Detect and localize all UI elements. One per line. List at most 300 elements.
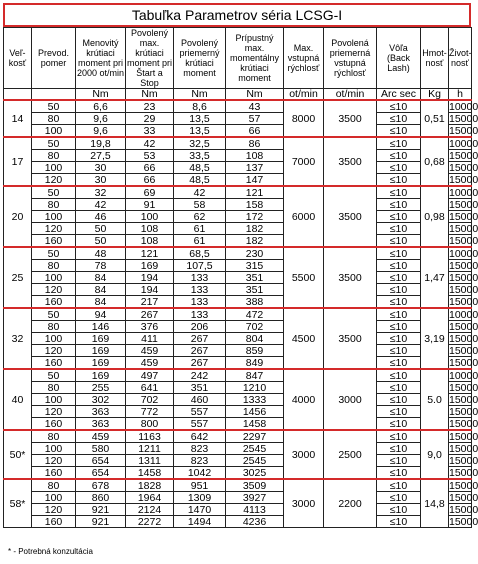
average-torque-cell: 48,5 xyxy=(174,174,226,187)
column-header: Veľ-kosť xyxy=(4,28,32,89)
size-cell: 17 xyxy=(4,137,32,186)
size-cell: 20 xyxy=(4,186,32,247)
backlash-cell: ≤10 xyxy=(377,357,421,370)
momentary-torque-cell: 702 xyxy=(226,321,284,333)
lifetime-cell: 15000 xyxy=(449,283,478,296)
momentary-torque-cell: 388 xyxy=(226,296,284,309)
ratio-cell: 100 xyxy=(32,125,76,138)
average-torque-cell: 62 xyxy=(174,211,226,223)
momentary-torque-cell: 847 xyxy=(226,369,284,382)
table-row xyxy=(4,296,472,309)
column-header: Max. vstupná rýchlosť xyxy=(284,28,324,89)
momentary-torque-cell: 315 xyxy=(226,260,284,272)
size-group xyxy=(4,479,478,528)
start-stop-torque-cell: 376 xyxy=(126,321,174,333)
momentary-torque-cell: 3509 xyxy=(226,479,284,492)
average-torque-cell: 48,5 xyxy=(174,162,226,174)
average-speed-cell: 3000 xyxy=(324,369,377,430)
rated-torque-cell: 19,8 xyxy=(76,137,126,150)
start-stop-torque-cell: 1458 xyxy=(126,467,174,480)
lifetime-cell: 10000 xyxy=(449,369,478,382)
momentary-torque-cell: 1333 xyxy=(226,394,284,406)
backlash-cell: ≤10 xyxy=(377,382,421,394)
column-header: Život-nosť xyxy=(449,28,472,89)
backlash-cell: ≤10 xyxy=(377,260,421,272)
lifetime-cell: 15000 xyxy=(449,161,478,174)
lifetime-cell: 15000 xyxy=(449,210,478,223)
momentary-torque-cell: 66 xyxy=(226,125,284,138)
start-stop-torque-cell: 1163 xyxy=(126,430,174,443)
ratio-cell: 50 xyxy=(32,247,76,260)
unit-cell xyxy=(4,89,32,101)
ratio-cell: 120 xyxy=(32,504,76,516)
header-row xyxy=(4,28,472,89)
table-row xyxy=(4,357,472,370)
start-stop-torque-cell: 800 xyxy=(126,418,174,431)
average-torque-cell: 557 xyxy=(174,418,226,431)
size-cell: 50* xyxy=(4,430,32,479)
lifetime-cell: 15000 xyxy=(449,381,478,394)
footnote: * - Potrebná konzultácia xyxy=(8,547,93,556)
table-row xyxy=(4,504,472,516)
column-header: Vôľa (Back Lash) xyxy=(377,28,421,89)
lifetime-cell: 15000 xyxy=(449,173,478,186)
backlash-cell: ≤10 xyxy=(377,430,421,443)
rated-torque-cell: 9,6 xyxy=(76,125,126,138)
momentary-torque-cell: 4236 xyxy=(226,516,284,528)
lifetime-cell: 15000 xyxy=(449,198,478,211)
start-stop-torque-cell: 66 xyxy=(126,174,174,187)
ratio-cell: 160 xyxy=(32,357,76,370)
table-row xyxy=(4,321,472,333)
weight-cell: 0,98 xyxy=(421,186,449,247)
momentary-torque-cell: 351 xyxy=(226,272,284,284)
table-title: Tabuľka Parametrov séria LCSG-I xyxy=(3,3,471,27)
backlash-cell: ≤10 xyxy=(377,369,421,382)
rated-torque-cell: 30 xyxy=(76,174,126,187)
average-speed-cell: 2500 xyxy=(324,430,377,479)
ratio-cell: 50 xyxy=(32,369,76,382)
average-speed-cell: 3500 xyxy=(324,308,377,369)
max-speed-cell: 3000 xyxy=(284,479,324,528)
ratio-cell: 120 xyxy=(32,223,76,235)
backlash-cell: ≤10 xyxy=(377,284,421,296)
ratio-cell: 80 xyxy=(32,479,76,492)
average-torque-cell: 1470 xyxy=(174,504,226,516)
unit-cell: Nm xyxy=(126,89,174,101)
start-stop-torque-cell: 121 xyxy=(126,247,174,260)
size-cell: 25 xyxy=(4,247,32,308)
size-group xyxy=(4,247,478,308)
average-torque-cell: 61 xyxy=(174,235,226,248)
start-stop-torque-cell: 497 xyxy=(126,369,174,382)
average-torque-cell: 133 xyxy=(174,284,226,296)
average-torque-cell: 823 xyxy=(174,443,226,455)
size-cell: 14 xyxy=(4,100,32,137)
average-speed-cell: 2200 xyxy=(324,479,377,528)
unit-cell: Nm xyxy=(174,89,226,101)
table-row xyxy=(4,235,472,248)
rated-torque-cell: 459 xyxy=(76,430,126,443)
start-stop-torque-cell: 641 xyxy=(126,382,174,394)
ratio-cell: 120 xyxy=(32,174,76,187)
start-stop-torque-cell: 459 xyxy=(126,345,174,357)
column-header: Povolený priemerný krútiaci moment xyxy=(174,28,226,89)
start-stop-torque-cell: 267 xyxy=(126,308,174,321)
max-speed-cell: 6000 xyxy=(284,186,324,247)
average-torque-cell: 33,5 xyxy=(174,150,226,162)
rated-torque-cell: 169 xyxy=(76,345,126,357)
unit-cell xyxy=(32,89,76,101)
start-stop-torque-cell: 69 xyxy=(126,186,174,199)
ratio-cell: 120 xyxy=(32,345,76,357)
table-row xyxy=(4,394,472,406)
momentary-torque-cell: 351 xyxy=(226,284,284,296)
unit-cell: ot/min xyxy=(324,89,377,101)
table-row xyxy=(4,467,472,480)
start-stop-torque-cell: 66 xyxy=(126,162,174,174)
start-stop-torque-cell: 2272 xyxy=(126,516,174,528)
rated-torque-cell: 9,6 xyxy=(76,113,126,125)
average-torque-cell: 42 xyxy=(174,186,226,199)
ratio-cell: 80 xyxy=(32,430,76,443)
momentary-torque-cell: 230 xyxy=(226,247,284,260)
lifetime-cell: 15000 xyxy=(449,259,478,272)
table-row xyxy=(4,479,472,492)
momentary-torque-cell: 86 xyxy=(226,137,284,150)
average-torque-cell: 133 xyxy=(174,308,226,321)
backlash-cell: ≤10 xyxy=(377,467,421,480)
momentary-torque-cell: 3927 xyxy=(226,492,284,504)
momentary-torque-cell: 147 xyxy=(226,174,284,187)
column-header: Povolený max. krútiaci moment pri Štart a Stop xyxy=(126,28,172,88)
rated-torque-cell: 654 xyxy=(76,467,126,480)
average-torque-cell: 557 xyxy=(174,406,226,418)
start-stop-torque-cell: 33 xyxy=(126,125,174,138)
momentary-torque-cell: 57 xyxy=(226,113,284,125)
average-torque-cell: 642 xyxy=(174,430,226,443)
table-row xyxy=(4,162,472,174)
backlash-cell: ≤10 xyxy=(377,150,421,162)
table-row xyxy=(4,382,472,394)
ratio-cell: 80 xyxy=(32,260,76,272)
lifetime-cell: 15000 xyxy=(449,491,478,504)
backlash-cell: ≤10 xyxy=(377,479,421,492)
rated-torque-cell: 84 xyxy=(76,284,126,296)
average-torque-cell: 206 xyxy=(174,321,226,333)
rated-torque-cell: 302 xyxy=(76,394,126,406)
average-torque-cell: 460 xyxy=(174,394,226,406)
backlash-cell: ≤10 xyxy=(377,296,421,309)
average-torque-cell: 1042 xyxy=(174,467,226,480)
start-stop-torque-cell: 53 xyxy=(126,150,174,162)
start-stop-torque-cell: 91 xyxy=(126,199,174,211)
momentary-torque-cell: 158 xyxy=(226,199,284,211)
lifetime-cell: 15000 xyxy=(449,503,478,516)
backlash-cell: ≤10 xyxy=(377,272,421,284)
lifetime-cell: 10000 xyxy=(449,308,478,321)
backlash-cell: ≤10 xyxy=(377,137,421,150)
start-stop-torque-cell: 411 xyxy=(126,333,174,345)
start-stop-torque-cell: 108 xyxy=(126,235,174,248)
ratio-cell: 160 xyxy=(32,296,76,309)
momentary-torque-cell: 859 xyxy=(226,345,284,357)
rated-torque-cell: 255 xyxy=(76,382,126,394)
average-torque-cell: 107,5 xyxy=(174,260,226,272)
table-row xyxy=(4,211,472,223)
size-cell: 40 xyxy=(4,369,32,430)
momentary-torque-cell: 172 xyxy=(226,211,284,223)
column-header: Prípustný max. momentálny krútiaci moment xyxy=(226,28,284,89)
max-speed-cell: 4500 xyxy=(284,308,324,369)
table-row xyxy=(4,369,472,382)
ratio-cell: 120 xyxy=(32,406,76,418)
rated-torque-cell: 921 xyxy=(76,504,126,516)
rated-torque-cell: 363 xyxy=(76,406,126,418)
backlash-cell: ≤10 xyxy=(377,516,421,528)
weight-cell: 14,8 xyxy=(421,479,449,528)
size-group xyxy=(4,100,478,137)
rated-torque-cell: 169 xyxy=(76,369,126,382)
size-group xyxy=(4,308,478,369)
lifetime-cell: 15000 xyxy=(449,466,478,479)
backlash-cell: ≤10 xyxy=(377,125,421,138)
lifetime-cell: 15000 xyxy=(449,454,478,467)
rated-torque-cell: 42 xyxy=(76,199,126,211)
ratio-cell: 100 xyxy=(32,272,76,284)
backlash-cell: ≤10 xyxy=(377,394,421,406)
table-row xyxy=(4,260,472,272)
rated-torque-cell: 169 xyxy=(76,333,126,345)
ratio-cell: 50 xyxy=(32,308,76,321)
start-stop-torque-cell: 772 xyxy=(126,406,174,418)
ratio-cell: 80 xyxy=(32,113,76,125)
rated-torque-cell: 46 xyxy=(76,211,126,223)
size-group xyxy=(4,369,478,430)
table-row xyxy=(4,284,472,296)
momentary-torque-cell: 182 xyxy=(226,223,284,235)
start-stop-torque-cell: 29 xyxy=(126,113,174,125)
table-row xyxy=(4,443,472,455)
max-speed-cell: 4000 xyxy=(284,369,324,430)
weight-cell: 0,51 xyxy=(421,100,449,137)
rated-torque-cell: 363 xyxy=(76,418,126,431)
momentary-torque-cell: 121 xyxy=(226,186,284,199)
backlash-cell: ≤10 xyxy=(377,308,421,321)
average-torque-cell: 133 xyxy=(174,272,226,284)
lifetime-cell: 15000 xyxy=(449,479,478,492)
rated-torque-cell: 146 xyxy=(76,321,126,333)
column-header: Hmot-nosť xyxy=(421,28,449,89)
column-header: Menovitý krútiaci moment pri 2000 ot/min xyxy=(76,28,126,89)
lifetime-cell: 15000 xyxy=(449,356,478,369)
momentary-torque-cell: 849 xyxy=(226,357,284,370)
lifetime-cell: 15000 xyxy=(449,332,478,345)
ratio-cell: 80 xyxy=(32,150,76,162)
start-stop-torque-cell: 194 xyxy=(126,284,174,296)
start-stop-torque-cell: 23 xyxy=(126,100,174,113)
lifetime-cell: 15000 xyxy=(449,112,478,125)
unit-cell: h xyxy=(449,89,472,101)
lifetime-cell: 10000 xyxy=(449,137,478,150)
rated-torque-cell: 169 xyxy=(76,357,126,370)
table-row xyxy=(4,333,472,345)
rated-torque-cell: 30 xyxy=(76,162,126,174)
average-torque-cell: 951 xyxy=(174,479,226,492)
table-row xyxy=(4,516,472,528)
rated-torque-cell: 654 xyxy=(76,455,126,467)
unit-cell: Nm xyxy=(226,89,284,101)
lifetime-cell: 15000 xyxy=(449,271,478,284)
lifetime-cell: 10000 xyxy=(449,247,478,260)
start-stop-torque-cell: 100 xyxy=(126,211,174,223)
backlash-cell: ≤10 xyxy=(377,418,421,431)
ratio-cell: 80 xyxy=(32,382,76,394)
backlash-cell: ≤10 xyxy=(377,492,421,504)
average-speed-cell: 3500 xyxy=(324,100,377,137)
rated-torque-cell: 84 xyxy=(76,296,126,309)
ratio-cell: 100 xyxy=(32,162,76,174)
size-group xyxy=(4,430,478,479)
rated-torque-cell: 27,5 xyxy=(76,150,126,162)
size-group xyxy=(4,137,478,186)
ratio-cell: 100 xyxy=(32,443,76,455)
start-stop-torque-cell: 2124 xyxy=(126,504,174,516)
momentary-torque-cell: 2545 xyxy=(226,455,284,467)
start-stop-torque-cell: 1211 xyxy=(126,443,174,455)
weight-cell: 1,47 xyxy=(421,247,449,308)
backlash-cell: ≤10 xyxy=(377,247,421,260)
lifetime-cell: 15000 xyxy=(449,515,478,528)
average-torque-cell: 823 xyxy=(174,455,226,467)
table-row xyxy=(4,223,472,235)
average-torque-cell: 1494 xyxy=(174,516,226,528)
ratio-cell: 50 xyxy=(32,100,76,113)
backlash-cell: ≤10 xyxy=(377,406,421,418)
average-torque-cell: 13,5 xyxy=(174,113,226,125)
weight-cell: 9,0 xyxy=(421,430,449,479)
average-torque-cell: 8,6 xyxy=(174,100,226,113)
max-speed-cell: 8000 xyxy=(284,100,324,137)
max-speed-cell: 3000 xyxy=(284,430,324,479)
backlash-cell: ≤10 xyxy=(377,321,421,333)
unit-cell: Kg xyxy=(421,89,449,101)
average-torque-cell: 1309 xyxy=(174,492,226,504)
average-speed-cell: 3500 xyxy=(324,247,377,308)
ratio-cell: 100 xyxy=(32,333,76,345)
unit-cell: Arc sec xyxy=(377,89,421,101)
rated-torque-cell: 94 xyxy=(76,308,126,321)
start-stop-torque-cell: 42 xyxy=(126,137,174,150)
table-row xyxy=(4,430,472,443)
parameters-table xyxy=(3,27,478,528)
rated-torque-cell: 48 xyxy=(76,247,126,260)
backlash-cell: ≤10 xyxy=(377,199,421,211)
backlash-cell: ≤10 xyxy=(377,235,421,248)
unit-cell: ot/min xyxy=(284,89,324,101)
average-torque-cell: 267 xyxy=(174,333,226,345)
start-stop-torque-cell: 194 xyxy=(126,272,174,284)
units-row xyxy=(4,89,472,101)
weight-cell: 0,68 xyxy=(421,137,449,186)
lifetime-cell: 15000 xyxy=(449,234,478,247)
ratio-cell: 50 xyxy=(32,186,76,199)
rated-torque-cell: 580 xyxy=(76,443,126,455)
ratio-cell: 120 xyxy=(32,455,76,467)
momentary-torque-cell: 43 xyxy=(226,100,284,113)
ratio-cell: 100 xyxy=(32,211,76,223)
backlash-cell: ≤10 xyxy=(377,333,421,345)
column-header: Povolená priemerná vstupná rýchlosť xyxy=(324,28,377,89)
backlash-cell: ≤10 xyxy=(377,162,421,174)
ratio-cell: 160 xyxy=(32,516,76,528)
average-torque-cell: 58 xyxy=(174,199,226,211)
backlash-cell: ≤10 xyxy=(377,345,421,357)
ratio-cell: 160 xyxy=(32,418,76,431)
table-row xyxy=(4,272,472,284)
ratio-cell: 160 xyxy=(32,467,76,480)
lifetime-cell: 10000 xyxy=(449,100,478,113)
max-speed-cell: 7000 xyxy=(284,137,324,186)
average-torque-cell: 68,5 xyxy=(174,247,226,260)
rated-torque-cell: 678 xyxy=(76,479,126,492)
backlash-cell: ≤10 xyxy=(377,223,421,235)
rated-torque-cell: 84 xyxy=(76,272,126,284)
table-row xyxy=(4,455,472,467)
table-row xyxy=(4,406,472,418)
table-row xyxy=(4,137,472,150)
average-torque-cell: 13,5 xyxy=(174,125,226,138)
average-torque-cell: 242 xyxy=(174,369,226,382)
lifetime-cell: 15000 xyxy=(449,344,478,357)
ratio-cell: 80 xyxy=(32,321,76,333)
ratio-cell: 100 xyxy=(32,394,76,406)
lifetime-cell: 15000 xyxy=(449,430,478,443)
start-stop-torque-cell: 702 xyxy=(126,394,174,406)
table-row xyxy=(4,199,472,211)
momentary-torque-cell: 2545 xyxy=(226,443,284,455)
lifetime-cell: 15000 xyxy=(449,393,478,406)
average-torque-cell: 61 xyxy=(174,223,226,235)
size-group xyxy=(4,186,478,247)
start-stop-torque-cell: 108 xyxy=(126,223,174,235)
table-row xyxy=(4,113,472,125)
table-row xyxy=(4,174,472,187)
backlash-cell: ≤10 xyxy=(377,174,421,187)
momentary-torque-cell: 472 xyxy=(226,308,284,321)
spec-document xyxy=(3,3,478,528)
momentary-torque-cell: 2297 xyxy=(226,430,284,443)
start-stop-torque-cell: 1311 xyxy=(126,455,174,467)
average-torque-cell: 267 xyxy=(174,345,226,357)
momentary-torque-cell: 804 xyxy=(226,333,284,345)
average-torque-cell: 267 xyxy=(174,357,226,370)
backlash-cell: ≤10 xyxy=(377,113,421,125)
column-header: Prevod. pomer xyxy=(32,28,76,89)
size-cell: 58* xyxy=(4,479,32,528)
rated-torque-cell: 32 xyxy=(76,186,126,199)
ratio-cell: 100 xyxy=(32,492,76,504)
size-cell: 32 xyxy=(4,308,32,369)
table-row xyxy=(4,125,472,138)
table-row xyxy=(4,492,472,504)
lifetime-cell: 15000 xyxy=(449,295,478,308)
weight-cell: 5.0 xyxy=(421,369,449,430)
backlash-cell: ≤10 xyxy=(377,504,421,516)
backlash-cell: ≤10 xyxy=(377,100,421,113)
average-torque-cell: 133 xyxy=(174,296,226,309)
rated-torque-cell: 50 xyxy=(76,235,126,248)
